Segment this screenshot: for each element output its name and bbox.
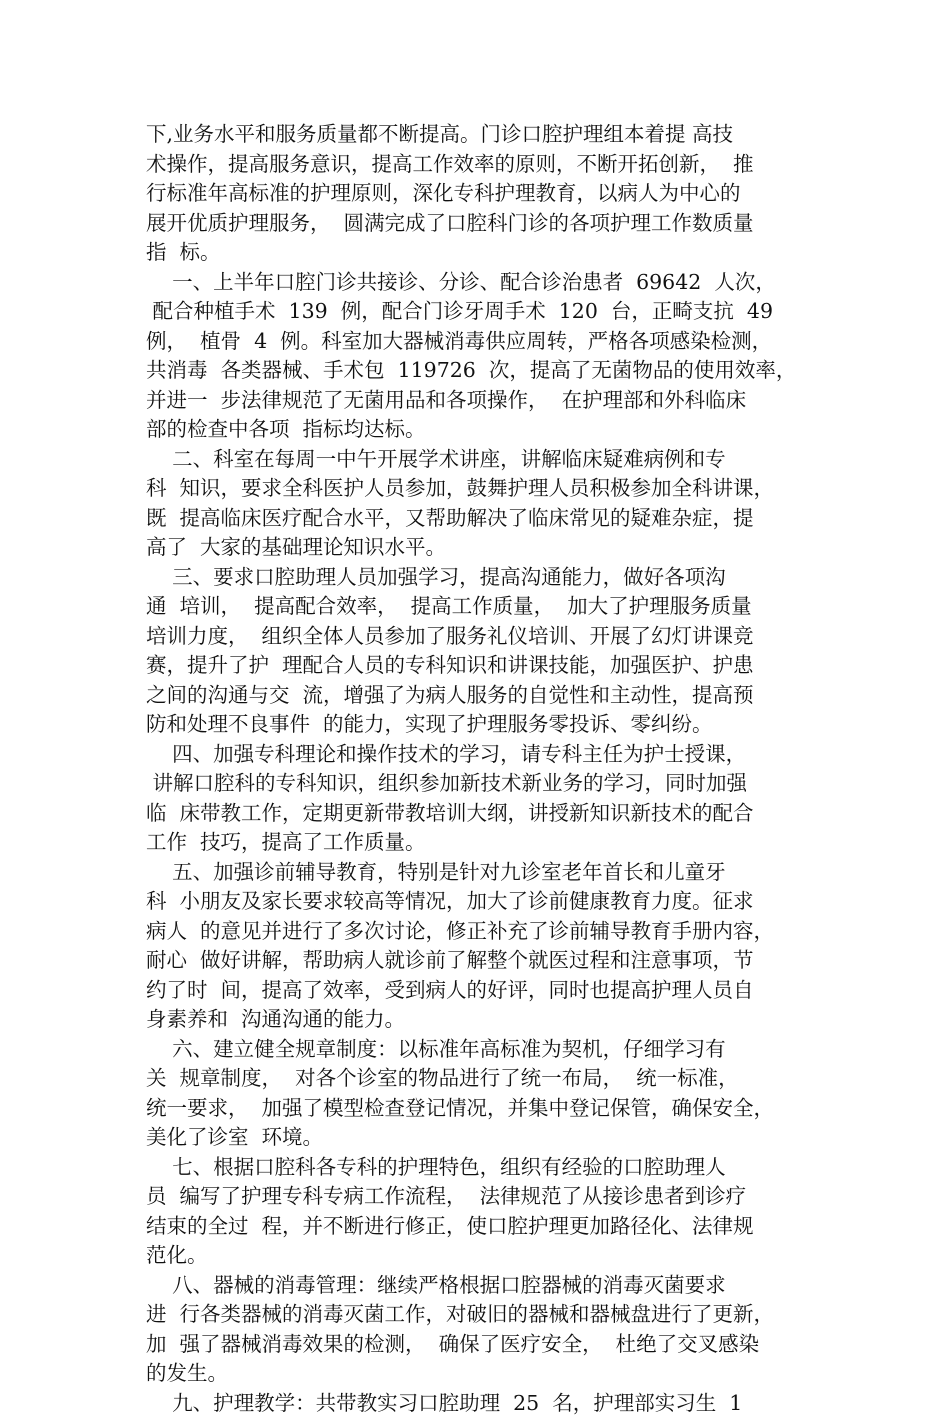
text-line: 员 编写了护理专科专病工作流程， 法律规范了从接诊患者到诊疗 bbox=[146, 1182, 810, 1212]
text-line: 既 提高临床医疗配合水平，又帮助解决了临床常见的疑难杂症，提 bbox=[146, 504, 810, 534]
text-line: 四、加强专科理论和操作技术的学习，请专科主任为护士授课， bbox=[146, 740, 810, 770]
text-line: 临 床带教工作，定期更新带教培训大纲，讲授新知识新技术的配合 bbox=[146, 799, 810, 829]
text-line: 科 知识，要求全科医护人员参加，鼓舞护理人员积极参加全科讲课， bbox=[146, 474, 810, 504]
text-line: 科 小朋友及家长要求较高等情况，加大了诊前健康教育力度。征求 bbox=[146, 887, 810, 917]
text-line: 关 规章制度， 对各个诊室的物品进行了统一布局， 统一标准， bbox=[146, 1064, 810, 1094]
text-line: 例， 植骨 4 例。科室加大器械消毒供应周转，严格各项感染检测， bbox=[146, 327, 810, 357]
text-line: 一、上半年口腔门诊共接诊、分诊、配合诊治患者 69642 人次， bbox=[146, 268, 810, 298]
text-line: 之间的沟通与交 流，增强了为病人服务的自觉性和主动性，提高预 bbox=[146, 681, 810, 711]
text-line: 九、护理教学：共带教实习口腔助理 25 名，护理部实习生 1 bbox=[146, 1389, 810, 1418]
text-line: 结束的全过 程，并不断进行修正，使口腔护理更加路径化、法律规 bbox=[146, 1212, 810, 1242]
text-line: 耐心 做好讲解，帮助病人就诊前了解整个就医过程和注意事项，节 bbox=[146, 946, 810, 976]
text-line: 身素养和 沟通沟通的能力。 bbox=[146, 1005, 810, 1035]
text-line: 六、建立健全规章制度：以标准年高标准为契机，仔细学习有 bbox=[146, 1035, 810, 1065]
text-line: 指 标。 bbox=[146, 238, 810, 268]
text-line: 展开优质护理服务， 圆满完成了口腔科门诊的各项护理工作数质量 bbox=[146, 209, 810, 239]
text-line: 的发生。 bbox=[146, 1359, 810, 1389]
text-line: 行标准年高标准的护理原则，深化专科护理教育，以病人为中心的 bbox=[146, 179, 810, 209]
text-line: 并进一 步法律规范了无菌用品和各项操作， 在护理部和外科临床 bbox=[146, 386, 810, 416]
text-line: 约了时 间，提高了效率，受到病人的好评，同时也提高护理人员自 bbox=[146, 976, 810, 1006]
text-line: 美化了诊室 环境。 bbox=[146, 1123, 810, 1153]
text-line: 高了 大家的基础理论知识水平。 bbox=[146, 533, 810, 563]
text-line: 赛，提升了护 理配合人员的专科知识和讲课技能，加强医护、护患 bbox=[146, 651, 810, 681]
text-line: 二、科室在每周一中午开展学术讲座，讲解临床疑难病例和专 bbox=[146, 445, 810, 475]
text-line: 防和处理不良事件 的能力，实现了护理服务零投诉、零纠纷。 bbox=[146, 710, 810, 740]
text-line: 统一要求， 加强了模型检查登记情况，并集中登记保管，确保安全， bbox=[146, 1094, 810, 1124]
text-line: 范化。 bbox=[146, 1241, 810, 1271]
text-line: 八、器械的消毒管理：继续严格根据口腔器械的消毒灭菌要求 bbox=[146, 1271, 810, 1301]
text-line: 下,业务水平和服务质量都不断提高。门诊口腔护理组本着提 高技 bbox=[146, 120, 810, 150]
text-line: 进 行各类器械的消毒灭菌工作，对破旧的器械和器械盘进行了更新， bbox=[146, 1300, 810, 1330]
text-line: 配合种植手术 139 例，配合门诊牙周手术 120 台，正畸支抗 49 bbox=[146, 297, 810, 327]
text-line: 病人 的意见并进行了多次讨论，修正补充了诊前辅导教育手册内容， bbox=[146, 917, 810, 947]
text-line: 通 培训， 提高配合效率， 提高工作质量， 加大了护理服务质量 bbox=[146, 592, 810, 622]
text-line: 共消毒 各类器械、手术包 119726 次，提高了无菌物品的使用效率， bbox=[146, 356, 810, 386]
document-body-text bbox=[146, 120, 810, 1418]
text-line: 部的检查中各项 指标均达标。 bbox=[146, 415, 810, 445]
text-line: 术操作，提高服务意识，提高工作效率的原则，不断开拓创新， 推 bbox=[146, 150, 810, 180]
text-line: 培训力度， 组织全体人员参加了服务礼仪培训、开展了幻灯讲课竞 bbox=[146, 622, 810, 652]
text-line: 讲解口腔科的专科知识，组织参加新技术新业务的学习，同时加强 bbox=[146, 769, 810, 799]
text-line: 三、要求口腔助理人员加强学习，提高沟通能力，做好各项沟 bbox=[146, 563, 810, 593]
text-line: 加 强了器械消毒效果的检测， 确保了医疗安全， 杜绝了交叉感染 bbox=[146, 1330, 810, 1360]
text-line: 七、根据口腔科各专科的护理特色，组织有经验的口腔助理人 bbox=[146, 1153, 810, 1183]
text-line: 工作 技巧，提高了工作质量。 bbox=[146, 828, 810, 858]
text-line: 五、加强诊前辅导教育，特别是针对九诊室老年首长和儿童牙 bbox=[146, 858, 810, 888]
